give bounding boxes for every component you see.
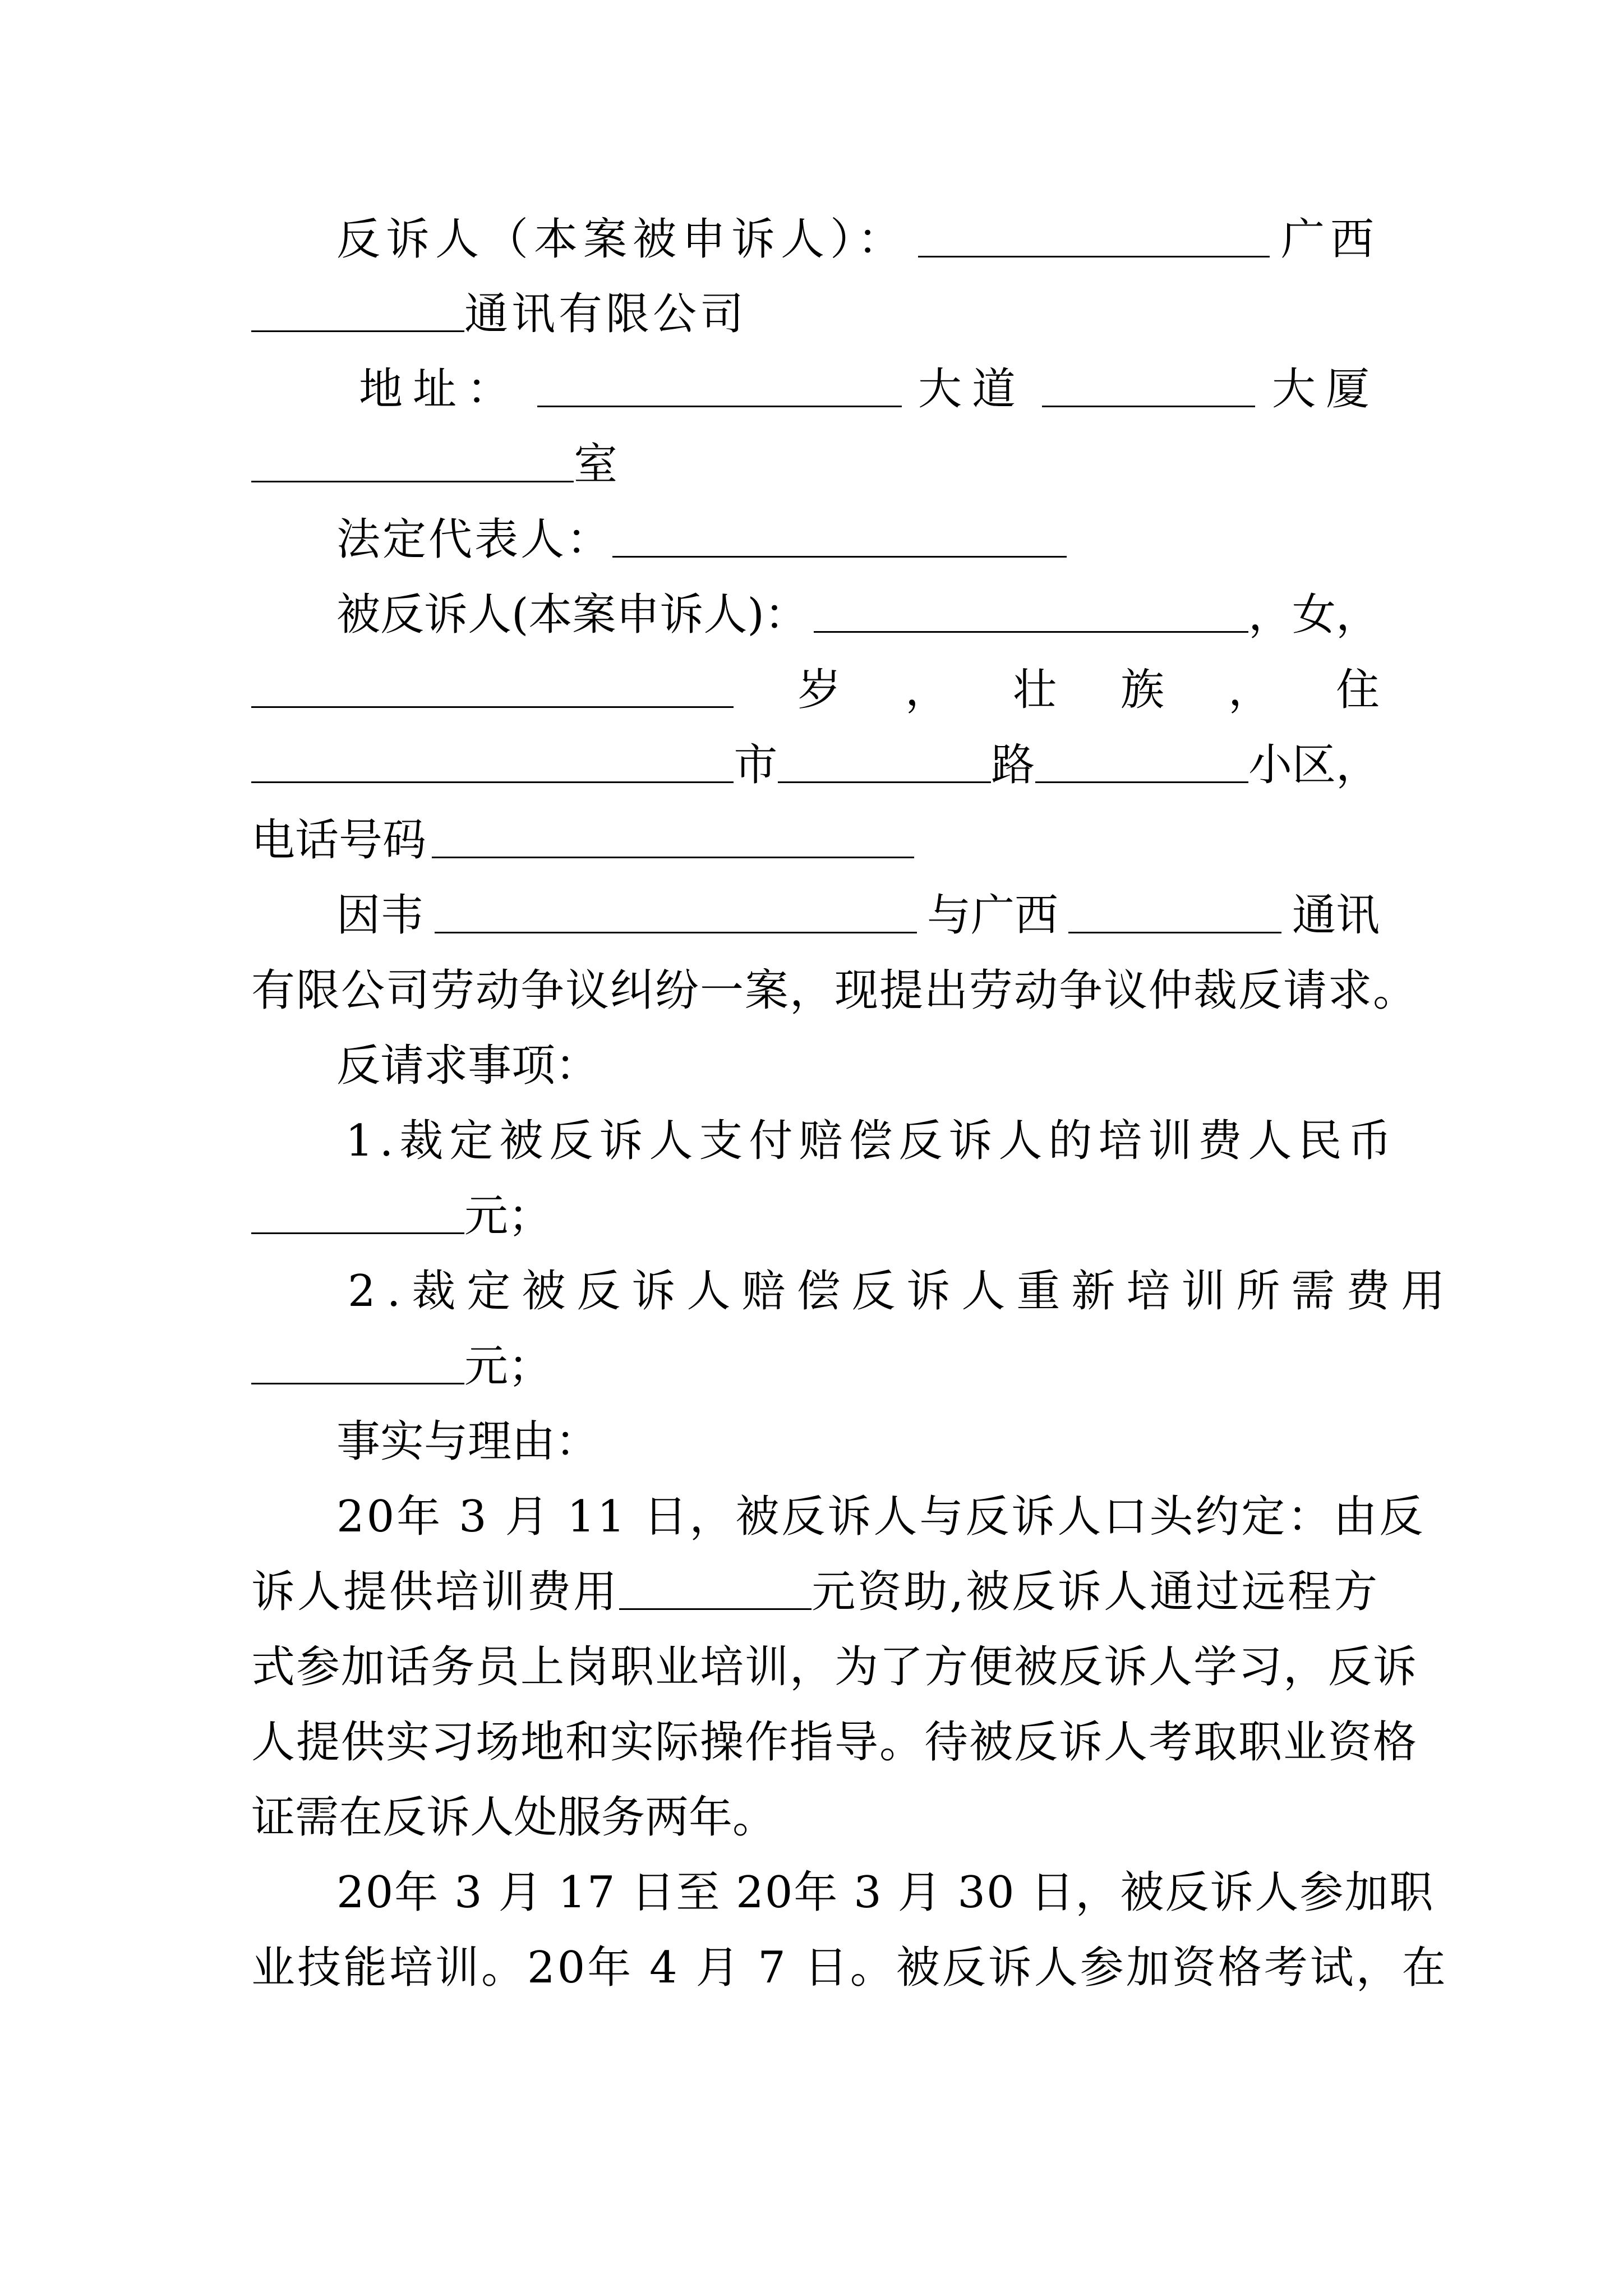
case-company-prefix: 与广西 <box>926 890 1058 941</box>
claim-1-text: 1.裁定被反诉人支付赔偿反诉人的培训费人民币 <box>345 1116 1398 1166</box>
claims-heading-line <box>336 1039 1465 1093</box>
facts-year-2: 20 <box>336 1867 395 1918</box>
claim-2-line <box>348 1264 1456 1318</box>
facts-heading-line <box>336 1415 1465 1469</box>
facts-line-6 <box>336 1866 1435 1920</box>
facts-line-5 <box>251 1791 1380 1844</box>
facts-text-2b: 元资助,被反诉人通过远程方 <box>811 1567 1380 1617</box>
counterclaimant-line <box>336 213 1380 266</box>
case-desc-line <box>251 964 1418 1018</box>
case-company-suffix: 通讯 <box>1292 890 1380 941</box>
room-label: 室 <box>574 439 618 490</box>
respondent-gender: ，女， <box>1248 590 1380 640</box>
address-label: 地址： <box>359 364 521 415</box>
claim-1-amount-line <box>251 1189 1380 1243</box>
case-company-blank <box>1068 898 1281 933</box>
company-suffix: 通讯有限公司 <box>464 289 748 339</box>
facts-text-7b: 年 4 月 7 日。被反诉人参加资格考试，在 <box>587 1943 1448 1993</box>
facts-text-6b: 年 3 月 30 日，被反诉人参加职 <box>794 1867 1435 1918</box>
facts-line-2 <box>251 1565 1380 1619</box>
road-label: 路 <box>991 740 1035 790</box>
case-description: 有限公司劳动争议纠纷一案，现提出劳动争议仲裁反请求。 <box>251 965 1418 1016</box>
facts-text-7a: 业技能培训。20 <box>251 1943 588 1993</box>
community-label: 小区， <box>1248 740 1380 790</box>
legal-rep-blank <box>612 522 1067 558</box>
counterclaimant-label: 反诉人（本案被申诉人）： <box>336 214 907 265</box>
counterclaimant-blank <box>918 222 1270 257</box>
comma-1: ， <box>905 665 949 715</box>
comma-2: ， <box>1228 665 1272 715</box>
legal-rep-label: 法定代表人： <box>336 514 613 565</box>
facts-text-3: 式参加话务员上岗职业培训，为了方便被反诉人学习，反诉 <box>251 1642 1418 1692</box>
respondent-blank <box>814 597 1248 633</box>
residence-line <box>251 738 1380 792</box>
residence-blank <box>251 748 734 783</box>
facts-line-3 <box>251 1640 1418 1694</box>
claim-1-line <box>345 1114 1398 1168</box>
address-blank-1 <box>537 372 902 407</box>
respondent-label: 被反诉人(本案申诉人)： <box>336 590 808 640</box>
facts-line-7 <box>251 1941 1448 1995</box>
ethnicity-2: 族 <box>1120 665 1164 715</box>
address-blank-2 <box>1042 372 1255 407</box>
claim-1-unit: 元； <box>464 1191 552 1241</box>
case-person-blank <box>435 898 917 933</box>
case-line <box>336 889 1380 942</box>
claim-2-unit: 元； <box>464 1341 552 1392</box>
training-fee-blank <box>619 1575 811 1610</box>
age-blank <box>251 673 734 708</box>
respondent-line <box>336 588 1380 642</box>
claim-2-amount-line <box>251 1340 1380 1393</box>
road-blank <box>1035 748 1248 783</box>
facts-heading: 事实与理由： <box>336 1416 600 1467</box>
facts-text-2a: 诉人提供培训费用 <box>251 1567 620 1617</box>
facts-line-4 <box>251 1715 1418 1769</box>
phone-label: 电话号码 <box>251 815 427 866</box>
ethnicity-1: 壮 <box>1012 665 1057 715</box>
claim-1-amount-blank <box>251 1199 464 1234</box>
company-line <box>251 287 1380 341</box>
legal-rep-line <box>336 513 1380 567</box>
city-label: 市 <box>734 740 778 790</box>
claim-2-text: 2.裁定被反诉人赔偿反诉人重新培训所需费用 <box>348 1266 1456 1317</box>
claim-2-amount-blank <box>251 1349 464 1384</box>
facts-year-1: 20 <box>336 1492 397 1542</box>
phone-blank <box>432 823 914 858</box>
claims-heading: 反请求事项： <box>336 1041 600 1091</box>
room-line <box>251 438 1380 491</box>
address-road: 大道 <box>917 364 1026 415</box>
address-line <box>359 362 1380 416</box>
address-building: 大厦 <box>1271 364 1380 415</box>
region-text: 广西 <box>1280 214 1380 265</box>
room-blank <box>251 447 574 482</box>
facts-text-1: 年 3 月 11 日，被反诉人与反诉人口头约定：由反 <box>396 1492 1426 1542</box>
company-blank <box>251 297 464 332</box>
age-label: 岁 <box>797 665 841 715</box>
phone-line <box>251 813 1380 867</box>
city-blank <box>778 748 991 783</box>
facts-text-4: 人提供实习场地和实际操作指导。待被反诉人考取职业资格 <box>251 1717 1418 1768</box>
facts-text-5: 证需在反诉人处服务两年。 <box>251 1792 777 1843</box>
residence-label: 住 <box>1335 665 1380 715</box>
case-prefix: 因韦 <box>336 890 425 941</box>
respondent-info-line <box>251 663 1380 717</box>
facts-line-1 <box>336 1490 1426 1544</box>
facts-text-6a: 年 3 月 17 日至 20 <box>394 1867 794 1918</box>
